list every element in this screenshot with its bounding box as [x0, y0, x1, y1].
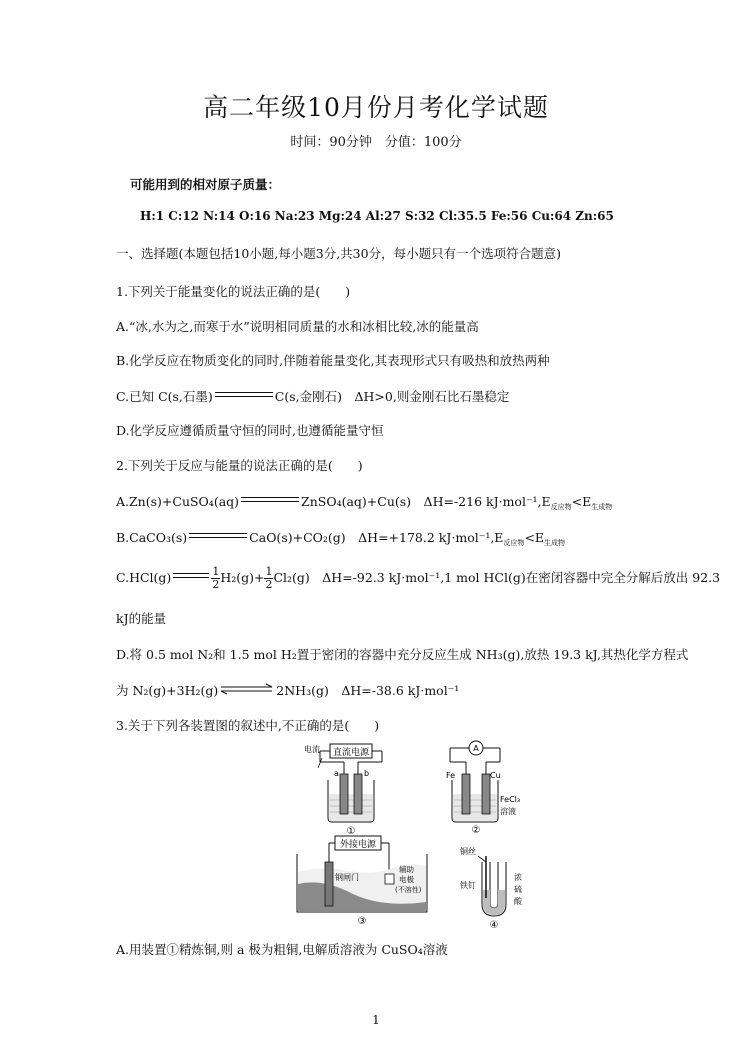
figure-1-electrolysis: [300, 740, 400, 835]
fraction-half: $\frac{1}{2}$: [265, 565, 273, 591]
svg-text:b: b: [364, 769, 370, 778]
q1-stem: 1.下列关于能量变化的说法正确的是( ): [116, 284, 351, 299]
page-number: 1: [372, 1013, 380, 1027]
svg-text:直流电源: 直流电源: [332, 748, 370, 758]
q1-option-c: C.已知 C(s,石墨) C(s,金刚石) ΔH>0,则金刚石比石墨稳定: [116, 389, 510, 404]
q1-option-d: D.化学反应遵循质量守恒的同时,也遵循能量守恒: [116, 423, 384, 438]
q2-option-d-line2: 为 N₂(g)+3H₂(g) 2NH₃(g) ΔH=-38.6 kJ·mol⁻¹: [116, 683, 460, 698]
svg-text:Cu: Cu: [490, 771, 501, 780]
svg-text:①: ①: [346, 826, 356, 835]
svg-text:(不溶性): (不溶性): [395, 886, 422, 894]
equals-sign-icon: [171, 571, 211, 581]
q2-stem: 2.下列关于反应与能量的说法正确的是( ): [116, 458, 363, 473]
svg-text:④: ④: [489, 920, 499, 930]
svg-text:②: ②: [471, 825, 481, 835]
svg-text:溶液: 溶液: [500, 807, 516, 816]
svg-text:Fe: Fe: [446, 771, 456, 780]
atomic-mass-label: 可能用到的相对原子质量：: [130, 177, 281, 192]
svg-text:a: a: [334, 769, 339, 778]
fraction-half: $\frac{1}{2}$: [212, 565, 220, 591]
section-heading: 一、选择题(本题包括10小题,每小题3分,共30分，每小题只有一个选项符合题意): [116, 246, 561, 261]
q1-option-b: B.化学反应在物质变化的同时,伴随着能量变化,其表现形式只有吸热和放热两种: [116, 353, 550, 368]
atomic-masses: H:1 C:12 N:14 O:16 Na:23 Mg:24 Al:27 S:32 Cl:35.5 Fe:56 Cu:64 Zn:65: [140, 209, 614, 223]
q3-stem: 3.关于下列各装置图的叙述中,不正确的是( ): [116, 718, 380, 733]
q1-option-a: A.“冰,水为之,而寒于水”说明相同质量的水和冰相比较,冰的能量高: [116, 319, 479, 334]
svg-text:③: ③: [357, 916, 367, 927]
svg-text:铁钉: 铁钉: [460, 881, 476, 890]
svg-text:电流: 电流: [304, 745, 320, 754]
svg-text:铜丝: 铜丝: [460, 847, 476, 856]
svg-text:钢闸门: 钢闸门: [335, 873, 359, 882]
equals-sign-icon: [187, 531, 249, 541]
q2-option-b: B.CaCO₃(s) CaO(s)+CO₂(g) ΔH=+178.2 $kJ\cdot mol^{-1},E_{反应物}<E_{生成物}$: [116, 530, 566, 547]
figure-2-galvanic-cell: [436, 738, 526, 835]
reversible-arrow-icon: [218, 683, 276, 695]
svg-text:A: A: [473, 744, 479, 753]
svg-text:外接电源: 外接电源: [339, 840, 377, 850]
svg-text:辅助: 辅助: [399, 865, 414, 874]
equals-sign-icon: [239, 495, 301, 505]
q2-option-a: A.Zn(s)+CuSO₄(aq) ZnSO₄(aq)+Cu(s) ΔH=-216 $kJ\cdot mol^{-1},E_{反应物}<E_{生成物}$: [116, 494, 613, 511]
q2-option-c-continued: kJ的能量: [116, 611, 167, 626]
q2-option-d-line1: D.将 0.5 mol N₂和 1.5 mol H₂置于密闭的容器中充分反应生成 NH₃(g),放热 19.3 kJ,其热化学方程式: [116, 647, 689, 662]
q3-option-a: A.用装置①精炼铜,则 a 极为粗铜,电解质溶液为 CuSO₄溶液: [116, 942, 448, 957]
exam-info: 时间：90分钟 分值：100分: [290, 135, 462, 150]
svg-text:酸: 酸: [514, 897, 522, 906]
svg-text:FeCl₃: FeCl₃: [500, 795, 521, 804]
svg-text:电极: 电极: [399, 875, 414, 884]
q2-option-c: C.HCl(g) $\frac{1}{2}$ H₂(g)+ $\frac{1}{2}$ Cl₂(g) ΔH=-92.3 kJ·mol⁻¹,1 mol HCl(g)在密闭容器中完全分解后放出 92.3: [116, 565, 721, 591]
figure-3-steel-gate-protection: [293, 832, 431, 928]
equals-sign-icon: [213, 390, 275, 400]
page-title: 高二年级10月份月考化学试题: [203, 93, 549, 122]
figure-4-u-tube: [460, 842, 540, 930]
svg-text:硫: 硫: [514, 885, 522, 894]
svg-text:浓: 浓: [514, 873, 522, 882]
